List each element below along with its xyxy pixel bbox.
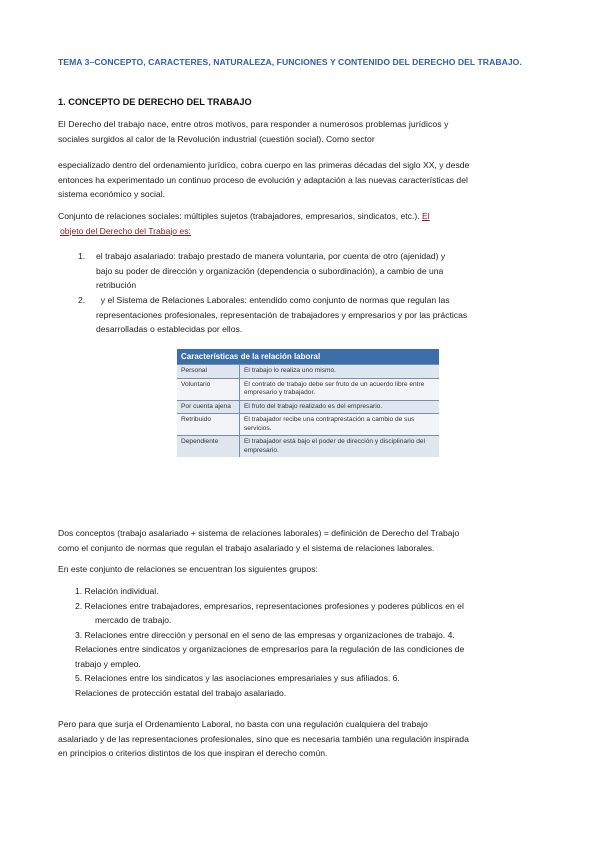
text-line: como el conjunto de normas que regulan el trabajo asalariado y el sistema de relaciones laborales. (58, 542, 435, 553)
text-line: retribución (96, 280, 137, 290)
group-line: trabajo y empleo. (75, 658, 141, 669)
groups-list (58, 584, 544, 700)
text-line (58, 224, 544, 239)
object-link: El (421, 211, 430, 221)
text-line: representaciones profesionales, representación de trabajadores y empresarios y por las prácticas (96, 309, 468, 320)
text-line: sociales surgidos al calor de la Revolución industrial (cuestión social). Como sector (58, 133, 375, 144)
table-cell-key: Dependiente (177, 436, 240, 458)
text-line: desarrolladas o establecidas por ellos. (96, 324, 243, 334)
table-cell-value: El trabajo lo realiza uno mismo. (240, 365, 440, 379)
object-text: Conjunto de relaciones sociales: múltiples sujetos (trabajadores, empresarios, sindicatos, etc.). (58, 211, 420, 221)
group-line: 1. Relación individual. (75, 586, 159, 596)
section-heading: 1. CONCEPTO DE DERECHO DEL TRABAJO (58, 97, 252, 107)
text-line: bajo su poder de dirección y organización (dependencia o subordinación), a cambio de una (96, 265, 444, 276)
group-line: 2. Relaciones entre trabajadores, empresarios, representaciones profesiones y poderes públicos en el (75, 600, 464, 611)
text-line: El Derecho del trabajo nace, entre otros motivos, para responder a numerosos problemas jurídicos y (58, 119, 449, 129)
text-line: en principios o criterios distintos de los que inspiran el derecho común. (58, 748, 328, 758)
group-line: 3. Relaciones entre dirección y personal en el seno de las empresas y organizaciones de trabajo. 4. (75, 629, 455, 640)
object-link: objeto del Derecho del Trabajo es: (60, 225, 191, 236)
table-row (177, 436, 439, 458)
table-cell-key: Por cuenta ajena (177, 400, 240, 414)
table-cell-value: El trabajador está bajo el poder de dirección y disciplinario del empresario. (240, 436, 440, 458)
table-row (177, 365, 439, 379)
table-cell-value: El contrato de trabajo debe ser fruto de un acuerdo libre entre empresario y trabajador. (240, 378, 440, 400)
table-row (177, 400, 439, 414)
table-cell-key: Voluntario (177, 378, 240, 400)
text-line: especializado dentro del ordenamiento jurídico, cobra cuerpo en las primeras décadas del siglo XX, y desde (58, 160, 470, 170)
list-number: 2. (78, 295, 86, 305)
paragraph-intro (58, 117, 544, 146)
paragraph-definition (58, 526, 544, 555)
paragraph-specialized (58, 158, 544, 202)
table-cell-value: El trabajador recibe una contraprestación a cambio de sus servicios. (240, 414, 440, 436)
paragraph-groups-intro: En este conjunto de relaciones se encuentran los siguientes grupos: (58, 564, 318, 574)
text-line: el trabajo asalariado: trabajo prestado de manera voluntaria, por cuenta de otro (ajenidad) y (96, 251, 446, 261)
text-line: Pero para que surja el Ordenamiento Laboral, no basta con una regulación cualquiera del trabajo (58, 719, 428, 729)
text-line (58, 209, 544, 224)
table-row (177, 414, 439, 436)
table-cell-key: Personal (177, 365, 240, 379)
group-line: Relaciones de protección estatal del trabajo asalariado. (75, 687, 287, 698)
table-cell-key: Retribuido (177, 414, 240, 436)
document-title: TEMA 3–CONCEPTO, CARACTERES, NATURALEZA, FUNCIONES Y CONTENIDO DEL DERECHO DEL TRABAJO. (58, 57, 522, 67)
group-line: 5. Relaciones entre los sindicatos y las asociaciones empresariales y sus afiliados. 6. (75, 673, 400, 683)
paragraph-conclusion (58, 717, 544, 761)
group-line: Relaciones entre sindicatos y organizaciones de empresarios para la regulación de las condiciones de (75, 644, 465, 654)
text-line: entonces ha experimentado un continuo proceso de evolución y adaptación a las nuevas características del (58, 174, 468, 185)
text-line: y el Sistema de Relaciones Laborales: entendido como conjunto de normas que regulan las (96, 295, 450, 305)
table-cell-value: El fruto del trabajo realizado es del empresario. (240, 400, 440, 414)
text-line: Dos conceptos (trabajo asalariado + sistema de relaciones laborales) = definición de Derecho del Trabajo (58, 528, 460, 538)
labor-relation-table (177, 349, 439, 485)
object-list-item-1 (78, 249, 544, 293)
text-line: sistema económico y social. (58, 189, 165, 199)
text-line: asalariado y de las representaciones profesionales, sino que es necesaria también una regulación inspirada (58, 733, 469, 744)
object-list-item-2 (78, 293, 544, 337)
table-row (177, 378, 439, 400)
table-header: Características de la relación laboral (177, 349, 439, 365)
group-line: mercado de trabajo. (95, 615, 172, 625)
list-number: 1. (78, 251, 86, 261)
paragraph-object (58, 209, 544, 238)
